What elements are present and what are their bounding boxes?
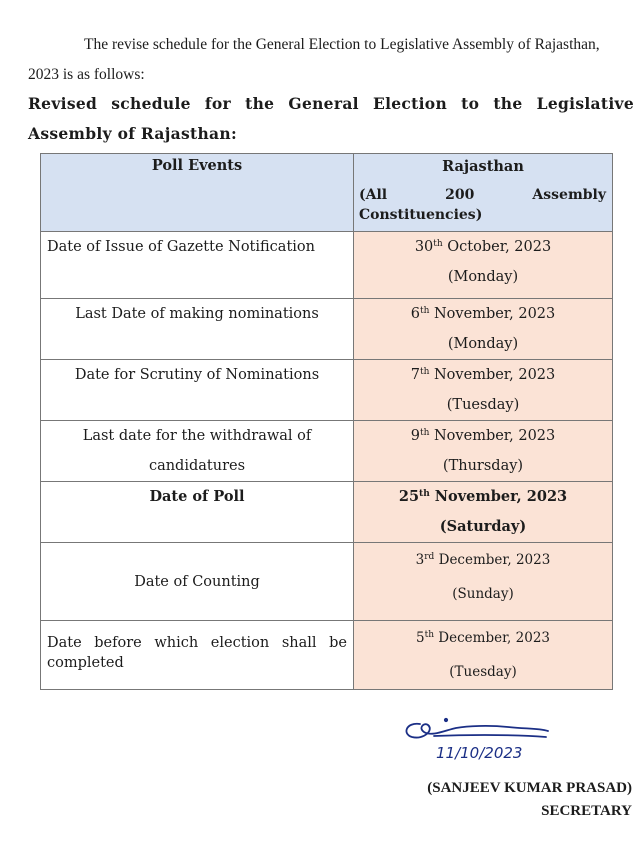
event-cell: Date of Counting: [41, 543, 354, 621]
table-row: [41, 232, 613, 299]
constituencies-note: (All 200 Assembly Constituencies): [359, 187, 606, 223]
date-cell: 25th November, 2023 (Saturday): [354, 482, 613, 543]
signature-date: 11/10/2023: [436, 744, 523, 762]
table-row: [41, 543, 613, 621]
rajasthan-header: [354, 154, 613, 232]
event-cell: Date of Issue of Gazette Notification: [41, 232, 354, 299]
schedule-table: [40, 153, 613, 690]
date-cell: 3rd December, 2023 (Sunday): [354, 543, 613, 621]
signatory-name: (SANJEEV KUMAR PRASAD): [427, 780, 632, 796]
handwritten-signature: [398, 716, 608, 766]
date-cell: 6th November, 2023 (Monday): [354, 299, 613, 360]
table-row: [41, 299, 613, 360]
intro-text: The revise schedule for the General Election to Legislative Assembly of Rajasthan, 2023 is as follows:: [28, 36, 600, 83]
event-cell: Date for Scrutiny of Nominations: [41, 360, 354, 421]
intro-paragraph: [28, 30, 634, 90]
table-row: [41, 421, 613, 482]
schedule-heading: Revised schedule for the General Election to the Legislative Assembly of Rajasthan:: [28, 94, 634, 143]
date-cell: 5th December, 2023 (Tuesday): [354, 621, 613, 690]
table-header-row: [41, 154, 613, 232]
event-cell: Last date for the withdrawal of candidatures: [41, 421, 354, 482]
table-row-poll: [41, 482, 613, 543]
table-row: [41, 360, 613, 421]
event-cell: Last Date of making nominations: [41, 299, 354, 360]
event-cell: Date before which election shall be completed: [41, 621, 354, 690]
date-cell: 7th November, 2023 (Tuesday): [354, 360, 613, 421]
signatory-title: SECRETARY: [541, 803, 632, 819]
event-cell: Date of Poll: [41, 482, 354, 543]
signatory-block: [427, 777, 632, 823]
date-cell: 9th November, 2023 (Thursday): [354, 421, 613, 482]
state-name: Rajasthan: [442, 158, 524, 175]
poll-events-header: Poll Events: [41, 154, 354, 232]
date-cell: 30th October, 2023 (Monday): [354, 232, 613, 299]
table-row: [41, 621, 613, 690]
